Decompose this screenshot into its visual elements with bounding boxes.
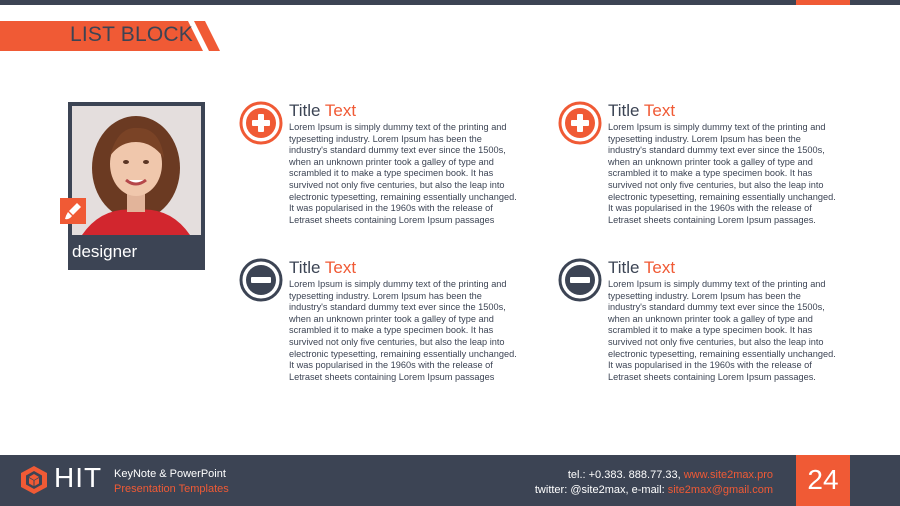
page-number: 24 [807, 464, 839, 495]
item-body: Lorem Ipsum is simply dummy text of the printing and typesetting industry. Lorem Ipsum has been the industry's standard dummy text ever since the 1500s, when an unknown printer took a galley of type and scrambled it to make a type specimen book. It has survived not only five centuries, but also the leap into electronic typesetting, remaining essentially unchanged. It was popularised in the 1960s with the release of Letraset sheets containing Lorem Ipsum passages [289, 122, 517, 225]
logo-text: HIT [54, 462, 103, 493]
item-title: Title Text [289, 101, 357, 120]
item-title: Title Text [608, 101, 676, 120]
plus-circle-icon [558, 101, 602, 145]
email-link[interactable]: site2max@gmail.com [667, 484, 773, 496]
product-line: KeyNote & PowerPoint [114, 468, 226, 480]
cube-logo-icon [20, 465, 48, 495]
item-title: Title Text [289, 258, 357, 277]
profile-card [68, 102, 205, 270]
profile-photo [72, 106, 201, 235]
minus-circle-icon [558, 258, 602, 302]
website-link[interactable]: www.site2max.pro [683, 469, 773, 481]
top-bar-accent [796, 0, 850, 5]
product-subline: Presentation Templates [114, 483, 229, 495]
contact-info: tel.: +0.383. 888.77.33, www.site2max.pro twitter: @site2max, e-mail: site2max@gmail.com [534, 469, 773, 496]
minus-circle-icon [239, 258, 283, 302]
plus-circle-icon [239, 101, 283, 145]
footer [0, 455, 900, 506]
section-title: LIST BLOCK [70, 23, 193, 46]
item-title: Title Text [608, 258, 676, 277]
item-body: Lorem Ipsum is simply dummy text of the printing and typesetting industry. Lorem Ipsum has been the industry's standard dummy text ever since the 1500s, when an unknown printer took a galley of type and scrambled it to make a type specimen book. It has survived not only five centuries, but also the leap into electronic typesetting, remaining essentially unchanged. It was popularised in the 1960s with the release of Letraset sheets containing Lorem Ipsum passages [289, 279, 517, 382]
item-body: Lorem Ipsum is simply dummy text of the printing and typesetting industry. Lorem Ipsum has been the industry's standard dummy text ever since the 1500s, when an unknown printer took a galley of type and scrambled it to make a type specimen book. It has survived not only five centuries, but also the leap into electronic typesetting, remaining essentially unchanged. It was popularised in the 1960s with the release of Letraset sheets containing Lorem Ipsum passages. [608, 279, 836, 382]
page-number-box [796, 455, 850, 506]
paintbrush-icon [60, 198, 86, 224]
top-bar [0, 0, 900, 5]
item-body: Lorem Ipsum is simply dummy text of the printing and typesetting industry. Lorem Ipsum has been the industry's standard dummy text ever since the 1500s, when an unknown printer took a galley of type and scrambled it to make a type specimen book. It has survived not only five centuries, but also the leap into electronic typesetting, remaining essentially unchanged. It was popularised in the 1960s with the release of Letraset sheets containing Lorem Ipsum passages. [608, 122, 836, 225]
profile-role: designer [72, 242, 138, 261]
paintbrush-badge [60, 198, 86, 224]
